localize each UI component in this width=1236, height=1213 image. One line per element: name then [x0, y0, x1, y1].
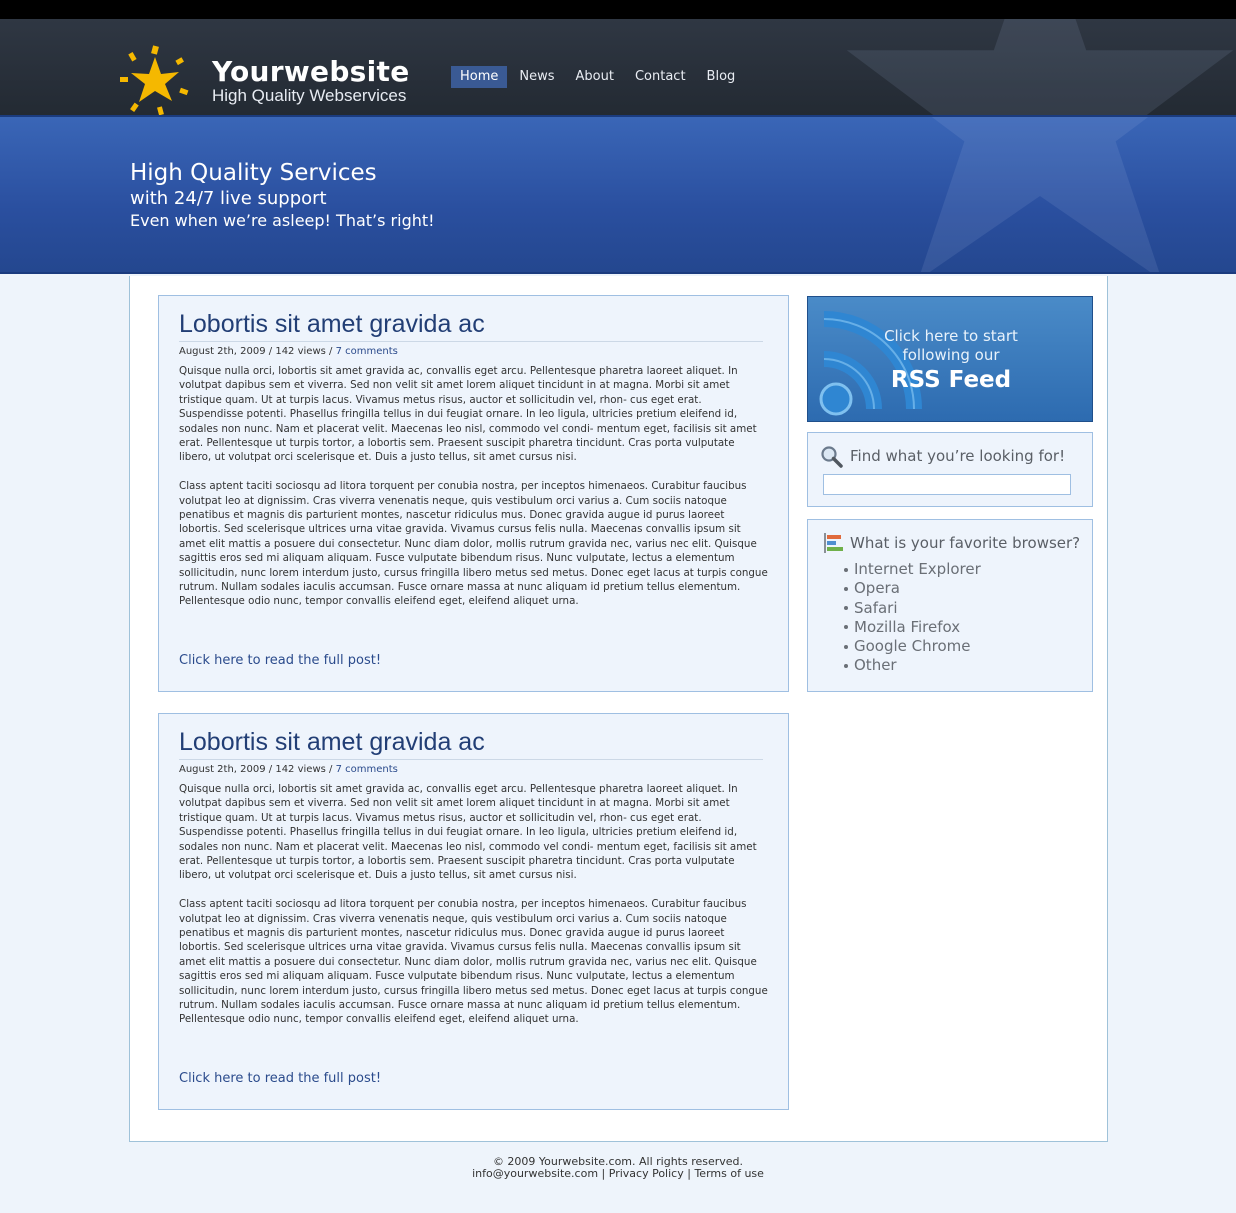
post-title[interactable]: Lobortis sit amet gravida ac — [179, 728, 485, 756]
poll-option[interactable]: Safari — [844, 599, 981, 618]
footer-email-link[interactable]: info@yourwebsite.com — [472, 1167, 599, 1180]
footer-terms-link[interactable]: Terms of use — [694, 1167, 764, 1180]
search-input[interactable] — [823, 474, 1071, 495]
banner-headline: High Quality Services — [130, 160, 377, 186]
read-more-link[interactable]: Click here to read the full post! — [179, 1071, 382, 1086]
blog-post — [158, 713, 789, 1110]
post-paragraph: Class aptent taciti sociosqu ad litora torquent per conubia nostra, per inceptos himenaeos. Curabitur faucibus volutpat leo at dignissim. Cras viverra venenatis neque, quis vestibulum orci varius a. Cum sociis natoque penatibus et magnis dis parturient montes, nascetur ridiculus mus. Donec gravida augue id purus laoreet lobortis. Sed scelerisque ultrices urna vitae gravida. Vivamus cursus felis nulla. Maecenas convallis ipsum sit amet elit mattis a posuere dui consectetur. Nunc diam dolor, mollis rutrum gravida nec, varius nec elit. Quisque sagittis eros sed mi aliquam aliquam. Fusce vulputate bibendum risus. Nunc vulputate, lectus a elementum sollicitudin, nunc lorem interdum justo, cursus fringilla libero metus sed metus. Donec eget lacus at turpis congue rutrum. Nullam sodales iaculis accumsan. Fusce ornare massa at nunc aliquam id pretium tellus elementum. Pellentesque odio nunc, tempor convallis eleifend eget, eleifend aliquet urna. — [179, 898, 768, 1026]
post-paragraph: Quisque nulla orci, lobortis sit amet gravida ac, convallis eget arcu. Pellentesque pharetra laoreet aliquet. In volutpat dapibus sem et viverra. Sed non velit sit amet lorem aliquet tincidunt in at magna. Morbi sit amet tristique quam. Ut at turpis lacus. Vivamus metus risus, auctor et sollicitudin vel, rhon- cus eget erat. Suspendisse potenti. Phasellus fringilla tellus in dui feugiat ornare. In leo ligula, ultricies pretium eleifend id, sodales non nunc. Nam et placerat velit. Maecenas leo nisl, commodo vel condi- mentum eget, facilisis sit amet erat. Pellentesque ut turpis tortor, a lobortis sem. Praesent suscipit pharetra tincidunt. Cras porta vulputate libero, ut volutpat orci scelerisque et. Duis a justo tellus, sit amet cursus nisi. — [179, 783, 757, 882]
post-comments-link[interactable]: 7 comments — [335, 346, 398, 357]
logo-star-icon — [118, 45, 192, 115]
search-box — [807, 432, 1093, 507]
footer-copyright: © 2009 Yourwebsite.com. All rights reserved. — [492, 1155, 744, 1168]
site-tagline: High Quality Webservices — [212, 86, 407, 105]
poll-option[interactable]: Internet Explorer — [844, 560, 981, 579]
banner-star-icon — [830, 115, 1236, 274]
post-meta — [179, 764, 398, 775]
poll-chart-icon — [823, 532, 845, 554]
post-title[interactable]: Lobortis sit amet gravida ac — [179, 310, 485, 338]
rss-line-2: following our — [902, 346, 1000, 364]
rss-line-1: Click here to start — [884, 327, 1018, 345]
poll-option[interactable]: Opera — [844, 579, 981, 598]
footer-links — [0, 1168, 1236, 1180]
footer-privacy-link[interactable]: Privacy Policy — [608, 1167, 684, 1180]
post-body — [179, 364, 769, 623]
post-divider — [179, 759, 763, 760]
site-footer — [0, 1156, 1236, 1180]
nav-contact[interactable]: Contact — [634, 69, 686, 84]
nav-about[interactable]: About — [575, 69, 614, 84]
poll-question: What is your favorite browser? — [850, 534, 1081, 552]
poll-options — [844, 560, 981, 676]
post-date-views: August 2th, 2009 / 142 views / — [179, 764, 333, 775]
post-paragraph: Class aptent taciti sociosqu ad litora torquent per conubia nostra, per inceptos himenaeos. Curabitur faucibus volutpat leo at dignissim. Cras viverra venenatis neque, quis vestibulum orci varius a. Cum sociis natoque penatibus et magnis dis parturient montes, nascetur ridiculus mus. Donec gravida augue id purus laoreet lobortis. Sed scelerisque ultrices urna vitae gravida. Vivamus cursus felis nulla. Maecenas convallis ipsum sit amet elit mattis a posuere dui consectetur. Nunc diam dolor, mollis rutrum gravida nec, varius nec elit. Quisque sagittis eros sed mi aliquam aliquam. Fusce vulputate bibendum risus. Nunc vulputate, lectus a elementum sollicitudin, nunc lorem interdum justo, cursus fringilla libero metus sed metus. Donec eget lacus at turpis congue rutrum. Nullam sodales iaculis accumsan. Fusce ornare massa at nunc aliquam id pretium tellus elementum. Pellentesque odio nunc, tempor convallis eleifend eget, eleifend aliquet urna. — [179, 480, 768, 608]
hero-banner — [0, 115, 1236, 274]
poll-option[interactable]: Google Chrome — [844, 637, 981, 656]
post-comments-link[interactable]: 7 comments — [335, 764, 398, 775]
background-star-icon — [830, 19, 1236, 115]
rss-title: RSS Feed — [890, 367, 1012, 393]
poll-option[interactable]: Other — [844, 656, 981, 675]
post-body — [179, 782, 769, 1041]
post-date-views: August 2th, 2009 / 142 views / — [179, 346, 333, 357]
main-nav — [451, 66, 747, 88]
poll-box — [807, 519, 1093, 692]
rss-feed-box[interactable] — [807, 296, 1093, 422]
nav-home[interactable]: Home — [451, 66, 507, 88]
nav-blog[interactable]: Blog — [706, 69, 736, 84]
banner-line-2: with 24/7 live support — [130, 188, 327, 209]
footer-separator: | — [687, 1167, 691, 1180]
post-divider — [179, 341, 763, 342]
top-black-bar — [0, 0, 1236, 19]
post-paragraph: Quisque nulla orci, lobortis sit amet gravida ac, convallis eget arcu. Pellentesque pharetra laoreet aliquet. In volutpat dapibus sem et viverra. Sed non velit sit amet lorem aliquet tincidunt in at magna. Morbi sit amet tristique quam. Ut at turpis lacus. Vivamus metus risus, auctor et sollicitudin vel, rhon- cus eget erat. Suspendisse potenti. Phasellus fringilla tellus in dui feugiat ornare. In leo ligula, ultricies pretium eleifend id, sodales non nunc. Nam et placerat velit. Maecenas leo nisl, commodo vel condi- mentum eget, facilisis sit amet erat. Pellentesque ut turpis tortor, a lobortis sem. Praesent suscipit pharetra tincidunt. Cras porta vulputate libero, ut volutpat orci scelerisque et. Duis a justo tellus, sit amet cursus nisi. — [179, 365, 757, 464]
blog-post — [158, 295, 789, 692]
footer-separator: | — [601, 1167, 606, 1180]
poll-option[interactable]: Mozilla Firefox — [844, 618, 981, 637]
search-label: Find what you’re looking for! — [850, 447, 1066, 465]
site-title[interactable]: Yourwebsite — [212, 55, 410, 88]
banner-line-3: Even when we’re asleep! That’s right! — [130, 211, 435, 230]
read-more-link[interactable]: Click here to read the full post! — [179, 653, 382, 668]
post-meta — [179, 346, 398, 357]
magnifier-icon — [820, 445, 844, 469]
nav-news[interactable]: News — [519, 69, 555, 84]
